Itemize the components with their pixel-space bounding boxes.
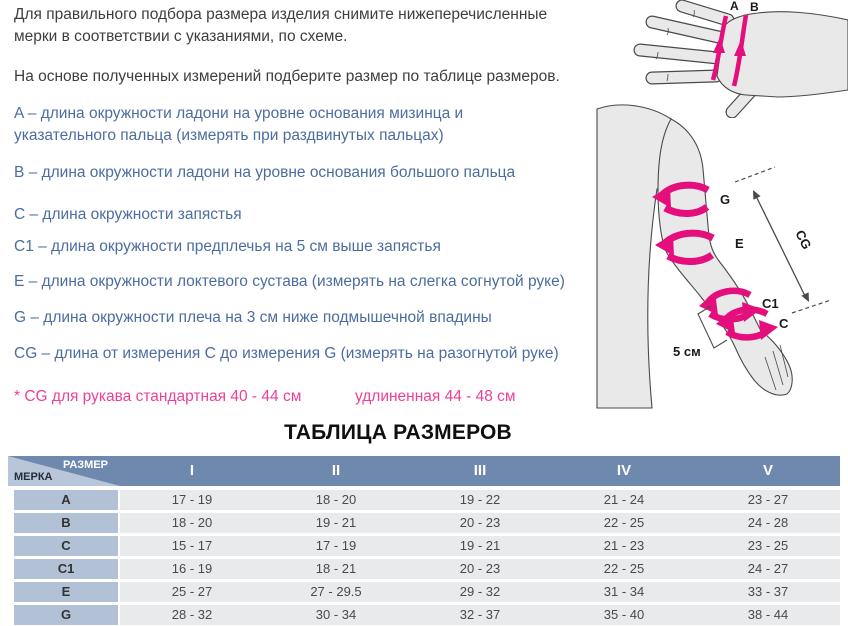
table-row-a: [8, 490, 840, 510]
measurement-def-g: G – длина окружности плеча на 3 см ниже подмышечной впадины: [14, 309, 492, 326]
table-cell: 35 - 40: [603, 607, 645, 622]
table-cell: 33 - 37: [747, 584, 789, 599]
table-cell: 23 - 27: [747, 492, 789, 507]
diagram-label-c: C: [779, 316, 789, 331]
arm-measurement-diagram: [595, 95, 848, 410]
measurement-def-e: E – длина окружности локтевого сустава (измерять на слегка согнутой руке): [14, 273, 565, 290]
col-header-2: II: [331, 462, 341, 479]
table-row-c: [8, 536, 840, 556]
measurement-def-c: C – длина окружности запястья: [14, 206, 242, 223]
measurement-def-c1: C1 – длина окружности предплечья на 5 см выше запястья: [14, 238, 441, 255]
table-cell: 38 - 44: [747, 607, 789, 622]
diagram-label-b: B: [750, 0, 759, 14]
col-header-5: V: [762, 462, 773, 479]
intro-paragraph-1: Для правильного подбора размера изделия снимите нижеперечисленные мерки в соответствии с указаниями, по схеме.: [14, 6, 548, 45]
row-label-c1: C1: [14, 559, 118, 579]
table-cell: 15 - 17: [171, 538, 213, 553]
table-cell: 21 - 24: [603, 492, 645, 507]
diagram-label-cg: CG: [792, 227, 815, 252]
table-cell: 28 - 32: [171, 607, 213, 622]
table-cell: 19 - 21: [315, 515, 357, 530]
table-cell: 32 - 37: [459, 607, 501, 622]
corner-label-measure: МЕРКА: [14, 471, 53, 483]
sleeve-note-standard: * CG для рукава стандартная 40 - 44 см: [14, 388, 302, 405]
intro-paragraph-2: На основе полученных измерений подберите размер по таблице размеров.: [14, 68, 560, 85]
sleeve-note-extended: удлиненная 44 - 48 см: [355, 388, 516, 405]
table-cell: 24 - 28: [747, 515, 789, 530]
row-label-a: A: [14, 490, 118, 510]
table-cell: 18 - 21: [315, 561, 357, 576]
table-cell: 29 - 32: [459, 584, 501, 599]
table-cell: 25 - 27: [171, 584, 213, 599]
row-label-c: C: [14, 536, 118, 556]
table-cell: 18 - 20: [171, 515, 213, 530]
table-cell: 18 - 20: [315, 492, 357, 507]
table-row-b: [8, 513, 840, 533]
dashed-line-top: [735, 167, 775, 182]
table-cell: 17 - 19: [315, 538, 357, 553]
measurement-def-a: A – длина окружности ладони на уровне основания мизинца и указательного пальца (измерять при раздвинутых пальцах): [14, 105, 464, 144]
table-cell: 17 - 19: [171, 492, 213, 507]
diagram-label-c1: C1: [762, 296, 779, 311]
col-header-3: III: [473, 462, 487, 479]
measurement-def-cg: CG – длина от измерения C до измерения G (измерять на разогнутой руке): [14, 345, 559, 362]
measurement-def-b: B – длина окружности ладони на уровне основания большого пальца: [14, 164, 516, 181]
table-cell: 19 - 22: [459, 492, 501, 507]
diagram-label-a: A: [730, 0, 739, 13]
col-header-4: IV: [616, 462, 632, 479]
size-table: [8, 456, 840, 625]
table-cell: 30 - 34: [315, 607, 357, 622]
size-table-title: ТАБЛИЦА РАЗМЕРОВ: [284, 421, 512, 444]
table-cell: 22 - 25: [603, 561, 645, 576]
diagram-label-5cm: 5 см: [673, 344, 701, 359]
col-header-1: I: [189, 462, 195, 479]
table-cell: 22 - 25: [603, 515, 645, 530]
row-label-e: E: [14, 582, 118, 602]
table-row-g: [8, 605, 840, 625]
row-label-g: G: [14, 605, 118, 625]
table-cell: 27 - 29.5: [310, 584, 362, 599]
diagram-label-g: G: [720, 192, 731, 207]
diagram-label-e: E: [735, 236, 744, 251]
table-cell: 23 - 25: [747, 538, 789, 553]
table-cell: 19 - 21: [459, 538, 501, 553]
dashed-line-bottom: [792, 300, 831, 313]
row-label-b: B: [14, 513, 118, 533]
table-cell: 20 - 23: [459, 515, 501, 530]
table-row-c1: [8, 559, 840, 579]
size-table-header: [8, 456, 840, 486]
corner-label-size: РАЗМЕР: [62, 459, 108, 471]
table-cell: 20 - 23: [459, 561, 501, 576]
size-table-corner-cell: [8, 456, 120, 486]
table-row-e: [8, 582, 840, 602]
table-cell: 16 - 19: [171, 561, 213, 576]
table-cell: 31 - 34: [603, 584, 645, 599]
table-cell: 21 - 23: [603, 538, 645, 553]
table-cell: 24 - 27: [747, 561, 789, 576]
